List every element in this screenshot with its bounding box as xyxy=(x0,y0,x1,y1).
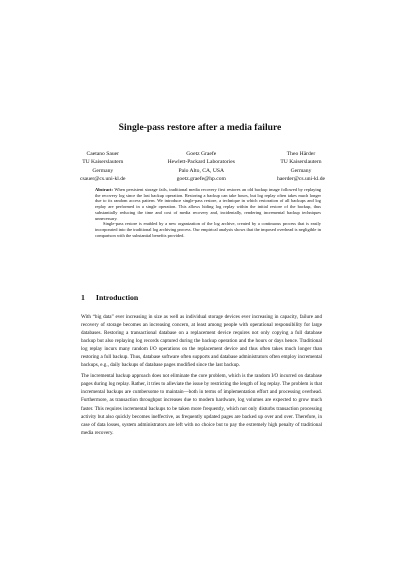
abstract-paragraph-2: Single-pass restore is enabled by a new organization of the log archive, created by a continuous process that is easily incorporated into the traditional log archiving process. Our empirical analysis shows that the imposed overhead is negligible in comparison with the substantial benefits provided. xyxy=(95,221,321,238)
author-affiliation: Hewlett-Packard Laboratories xyxy=(167,159,235,166)
section-number: 1 xyxy=(81,293,85,302)
author-name: Caetano Sauer xyxy=(86,151,119,157)
author-email: haerder@cs.uni-kl.de xyxy=(276,176,325,183)
author-2 xyxy=(168,150,235,184)
abstract-paragraph-1 xyxy=(95,187,321,221)
paper-title: Single-pass restore after a media failure xyxy=(118,122,282,133)
section-title: Introduction xyxy=(95,293,139,302)
author-location: Germany xyxy=(290,167,312,174)
body-paragraph-1: With “big data” ever increasing in size as well as individual storage devices ever increasing in capacity, failure and recovery of storage becomes an increasing concern, at least among people with operational responsibility for large databases. Restoring a transactional database on a replacement device requires not only copying a full database backup but also replaying log records captured during the backup operation and the hours or days hence. Traditional log replay incurs many random I/O operations on the replacement device and thus often takes much longer than restoring a full backup. Thus, database software often supports and database administrators often employ incremental backups, e.g., daily backups of database pages modified since the last backup. xyxy=(81,314,322,369)
body-text xyxy=(81,313,322,440)
section-heading xyxy=(81,293,138,302)
author-block xyxy=(80,150,325,184)
author-email: goetz.graefe@hp.com xyxy=(176,176,226,183)
abstract-text-1: When persistent storage fails, traditional media recovery first restores an old backup image followed by replaying the recovery log since the last backup operation. Restoring a backup can take hours, but log replay often takes much longer due to its random access pattern. We introduce single-pass restore, a technique in which restoration of all backups and log replay are performed in a single operation. This allows hiding log replay within the initial restore of the backup, thus substantially reducing the time and cost of media recovery and, incidentally, rendering incremental backup techniques unnecessary. xyxy=(95,187,322,221)
author-name: Goetz Graefe xyxy=(186,151,217,157)
author-affiliation: TU Kaiserslautern xyxy=(280,159,322,166)
author-name: Theo Härder xyxy=(286,151,316,157)
author-1 xyxy=(80,150,126,184)
author-location: Palo Alto, CA, USA xyxy=(178,167,225,174)
author-email: csauer@cs.uni-kl.de xyxy=(80,176,126,183)
body-paragraph-2: The incremental backup approach does not eliminate the core problem, which is the random I/O incurred on database pages during log replay. Rather, it tries to alleviate the issue by restricting the length of log replay. The problem is that incremental backups are cumbersome to maintain—both in terms of implementation effort and processing overhead. Furthermore, as transaction throughput increases due to modern hardware, log volumes are expected to grow much faster. This requires incremental backups to be taken more frequently, which not only disturbs transaction processing activity but also quickly becomes ineffective, as frequently updated pages are backed up over and over. Therefore, in case of data losses, system administrators are left with no choice but to pay the extremely high penalty of traditional media recovery. xyxy=(81,373,322,436)
author-3 xyxy=(277,150,325,184)
author-affiliation: TU Kaiserslautern xyxy=(82,159,124,166)
author-location: Germany xyxy=(92,167,114,174)
abstract-label: Abstract: xyxy=(95,187,113,192)
abstract xyxy=(95,187,321,238)
